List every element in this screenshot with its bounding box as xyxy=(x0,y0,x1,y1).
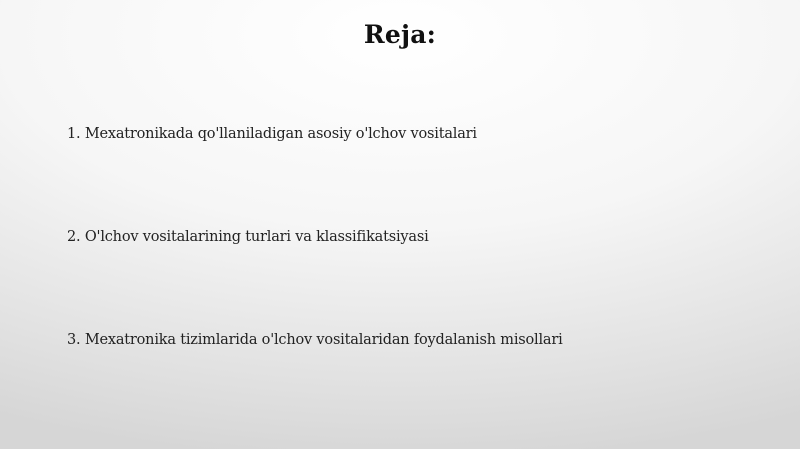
slide-title: Reja: xyxy=(363,20,437,49)
plan-item-3: 3. Mexatronika tizimlarida o'lchov vositalaridan foydalanish misollari xyxy=(67,332,563,348)
plan-item-1: 1. Mexatronikada qo'llaniladigan asosiy o'lchov vositalari xyxy=(67,126,477,142)
plan-item-2: 2. O'lchov vositalarining turlari va klassifikatsiyasi xyxy=(67,229,429,245)
